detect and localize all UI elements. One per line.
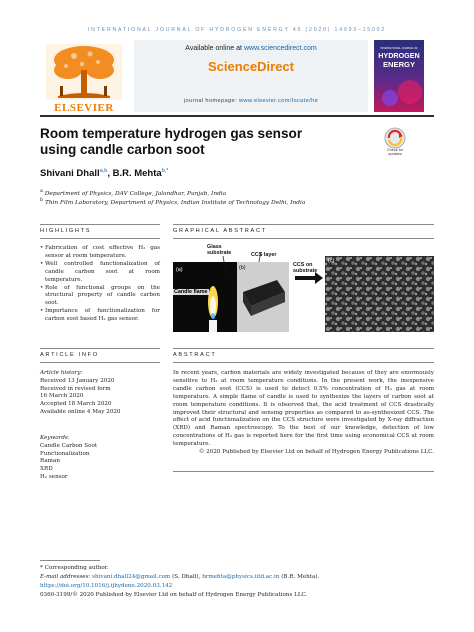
keywords-block	[40, 435, 160, 482]
highlights-heading: HIGHLIGHTS	[40, 228, 92, 234]
article-title: Room temperature hydrogen gas sensor using candle carbon soot	[40, 126, 303, 157]
history-line: Received 13 January 2020	[40, 377, 115, 384]
highlight-item: • Role of functional groups on the structural property of candle carbon soot.	[40, 285, 160, 309]
panel-c-label: (c)	[328, 258, 335, 264]
highlights-rule	[40, 224, 160, 225]
article-info-rule-bottom	[40, 362, 160, 363]
abstract-body	[173, 370, 434, 457]
candle-flame-label: Candle flame	[174, 289, 208, 295]
glass-substrate-label: Glass substrate	[207, 244, 232, 256]
keyword-item: XRD	[40, 466, 53, 473]
sciencedirect-wordmark: ScienceDirect	[208, 59, 294, 74]
history-line: Received in revised form	[40, 385, 111, 392]
history-line: Available online 4 May 2020	[40, 408, 121, 415]
keyword-item: Candle Carbon Soot	[40, 442, 98, 449]
elsevier-wordmark: ELSEVIER	[54, 102, 114, 114]
highlight-item: • Well controlled functionalization of candle carbon soot at room temperature.	[40, 261, 160, 285]
journal-homepage-link[interactable]: www.elsevier.com/locate/he	[239, 98, 319, 104]
author-name-2: B.R. Mehta	[112, 168, 162, 180]
keywords-label: Keywords:	[40, 435, 70, 441]
available-online-line	[134, 45, 368, 52]
check-for-updates-line2: updates	[388, 152, 402, 156]
panel-b-label: (b)	[239, 265, 246, 271]
history-line: Accepted 18 March 2020	[40, 401, 112, 408]
journal-homepage-line	[134, 98, 368, 104]
graphical-abstract-heading: GRAPHICAL ABSTRACT	[173, 228, 267, 234]
issn-copyright-line: 0360-3199/© 2020 Published by Elsevier Ltd on behalf of Hydrogen Energy Publications LLC.	[40, 592, 308, 598]
available-online-prefix: Available online at	[185, 45, 242, 52]
email-owner-2: (B.R. Mehta).	[281, 574, 320, 580]
footnote-rule	[40, 560, 100, 561]
panel-c-sem-image	[325, 256, 434, 332]
affiliation-b	[40, 198, 434, 206]
journal-running-header: INTERNATIONAL JOURNAL OF HYDROGEN ENERGY 45 (2020) 14993–15002	[87, 27, 387, 33]
graphical-abstract-rule-bottom	[173, 238, 434, 239]
affiliation-mark: a	[40, 189, 43, 194]
abstract-rule	[173, 348, 434, 349]
abstract-end-rule	[173, 471, 434, 472]
email-link-1[interactable]: shivani.dhall24@gmail.com	[92, 574, 171, 580]
author-marks-1: a,b	[99, 168, 108, 174]
highlights-list	[40, 245, 160, 324]
keyword-item: Raman	[40, 458, 60, 465]
header-rule	[40, 115, 434, 117]
article-info-heading: ARTICLE INFO	[40, 352, 99, 358]
cover-line1: INTERNATIONAL JOURNAL OF	[380, 47, 418, 50]
affiliation-text: Department of Physics, DAV College, Jalandhar, Punjab, India	[44, 190, 227, 197]
highlight-item: • Fabrication of cost effective H₂ gas sensor at room temperature.	[40, 245, 160, 261]
author-separator: ,	[107, 168, 113, 180]
email-label: E-mail addresses:	[40, 574, 91, 580]
keyword-item: H₂ sensor	[40, 473, 68, 480]
ccs-layer-label: CCS layer	[251, 252, 277, 258]
abstract-rule-bottom	[173, 362, 434, 363]
highlight-item: • Importance of functionalization for carbon soot based H₂ gas sensor.	[40, 308, 160, 324]
history-line: 16 March 2020	[40, 393, 84, 400]
article-info-rule	[40, 348, 160, 349]
homepage-prefix: journal homepage:	[183, 98, 238, 104]
journal-cover-image	[374, 40, 424, 112]
abstract-heading: ABSTRACT	[173, 352, 217, 358]
abstract-copyright: © 2020 Published by Elsevier Ltd on behalf of Hydrogen Energy Publications LLC.	[198, 449, 434, 456]
panel-a-label: (a)	[176, 267, 183, 273]
check-for-updates-label[interactable]	[374, 148, 416, 156]
graphical-abstract-figure	[173, 242, 434, 334]
author-list	[40, 168, 400, 179]
article-history	[40, 370, 160, 417]
author-name-1: Shivani Dhall	[40, 168, 100, 180]
ccs-on-substrate-label: CCS on substrate	[293, 262, 318, 274]
history-label: Article history:	[40, 370, 83, 376]
abstract-text: In recent years, carbon materials are widely investigated because of they are enormously sensitive to H₂ at room temperature conditions. In the present work, the inexpensive candle carbon soot (CCS) is used to detect 0.5% concentration of H₂ gas at room temperature. A simple flame of candle is used to synthesize the layers of carbon soot at room temperature conditions. It is observed that, the acid treatment of CCS drastically improved their structural and sensing properties as compared to as-synthesized CCS. The effect of acid functionalization on the CCS structure were investigated by X-ray diffraction (XRD) and Raman spectroscopy. To the best of our knowledge, detection of low concentrations of H₂ gas is reported here for the first time using economical CCS at room temperature.	[173, 370, 434, 448]
doi-line	[40, 583, 434, 589]
cover-line2: HYDROGEN	[378, 51, 420, 60]
doi-link[interactable]: https://doi.org/10.1016/j.ijhydene.2020.03.142	[40, 583, 173, 589]
check-for-updates-line1: Check for	[386, 148, 404, 152]
email-line	[40, 574, 434, 580]
affiliation-text: Thin Film Laboratory, Department of Physics, Indian Institute of Technology Delhi, India	[44, 199, 306, 206]
email-link-2[interactable]: brmehta@physics.iitd.ac.in	[202, 574, 280, 580]
affiliation-mark: b	[40, 198, 44, 203]
sciencedirect-url-link[interactable]: www.sciencedirect.com	[243, 45, 317, 52]
corresponding-author-note: * Corresponding author.	[40, 565, 109, 571]
email-owner-1: (S. Dhall),	[172, 574, 201, 580]
keyword-item: Functionalization	[40, 450, 90, 457]
graphical-abstract-rule	[173, 224, 434, 225]
author-marks-2: b,*	[161, 168, 169, 174]
affiliation-a	[40, 189, 434, 197]
cover-line3: ENERGY	[382, 60, 416, 69]
panel-b-photo	[237, 262, 289, 332]
highlights-rule-bottom	[40, 238, 160, 239]
